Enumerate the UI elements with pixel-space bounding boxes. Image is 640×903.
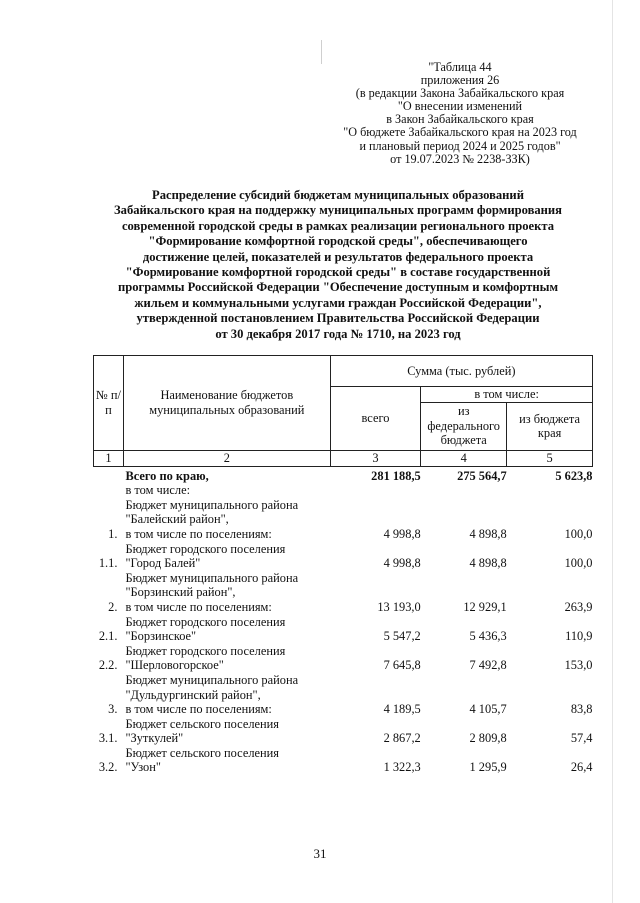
- table-row: [94, 466, 593, 483]
- scan-artifact-edge: [612, 0, 613, 903]
- row-number: 2.2.: [98, 658, 118, 673]
- title-line: утвержденной постановлением Правительства Российской Федерации: [136, 311, 540, 326]
- table-row: [94, 542, 593, 571]
- row-number: 2.1.: [98, 629, 118, 644]
- table-row: [94, 615, 593, 644]
- row-name-line: "Борзинский район",: [125, 585, 236, 600]
- title-line: "Формирование комфортной городской среды" в составе государственной: [125, 265, 551, 280]
- header-name: Наименование бюджетов муниципальных образований: [123, 356, 330, 451]
- row-total: 13 193,0: [377, 599, 421, 614]
- title-line: "Формирование комфортной городской среды", обеспечивающего: [148, 234, 528, 249]
- row-name-line: "Дульдургинский район",: [125, 687, 261, 702]
- row-name-line: "Балейский район",: [125, 512, 229, 527]
- title-line: Забайкальского края на поддержку муниципальных программ формирования: [114, 203, 562, 218]
- document-title: [70, 188, 606, 342]
- appendix-note-line: "Таблица 44: [428, 60, 492, 74]
- row-federal: 4 105,7: [469, 702, 507, 717]
- row-regional: 263,9: [564, 599, 593, 614]
- row-name-line: в том числе по поселениям:: [125, 702, 272, 717]
- row-regional: 153,0: [564, 658, 593, 673]
- row-federal: 1 295,9: [469, 760, 507, 775]
- row-name-line: Бюджет муниципального района: [125, 497, 299, 512]
- row-name-line: в том числе по поселениям:: [125, 526, 272, 541]
- appendix-note-line: приложения 26: [420, 73, 500, 88]
- appendix-note: [320, 61, 600, 166]
- row-budget-name: [123, 483, 330, 498]
- row-total: 5 547,2: [383, 629, 421, 644]
- row-name-line: Всего по краю,: [125, 468, 209, 483]
- row-budget-name: [123, 673, 330, 717]
- row-number: [94, 483, 124, 498]
- row-number: 3.: [108, 702, 118, 717]
- row-budget-name: [123, 498, 330, 542]
- subsidy-table: [93, 355, 593, 775]
- row-federal: 4 898,8: [469, 526, 507, 541]
- row-total: 1 322,3: [383, 760, 421, 775]
- header-regional: из бюджета края: [507, 402, 593, 450]
- row-name-line: Бюджет муниципального района: [125, 570, 299, 585]
- appendix-note-line: (в редакции Закона Забайкальского края: [355, 86, 565, 101]
- table-row: [94, 498, 593, 542]
- row-regional: 26,4: [570, 760, 593, 775]
- header-including: в том числе:: [421, 387, 593, 403]
- row-federal: 12 929,1: [463, 599, 507, 614]
- column-number: 1: [94, 450, 124, 466]
- row-budget-name: [123, 571, 330, 615]
- row-name-line: в том числе по поселениям:: [125, 599, 272, 614]
- row-regional: [507, 483, 593, 498]
- row-budget-name: [123, 746, 330, 775]
- title-line: современной городской среды в рамках реализации регионального проекта: [121, 218, 555, 233]
- table-row: [94, 571, 593, 615]
- row-number: 3.2.: [98, 760, 118, 775]
- row-name-line: Бюджет городского поселения: [125, 643, 286, 658]
- row-name-line: Бюджет муниципального района: [125, 672, 299, 687]
- row-name-line: Бюджет городского поселения: [125, 614, 286, 629]
- row-regional: 110,9: [565, 629, 593, 644]
- table-body: [94, 466, 593, 775]
- row-number: 2.: [108, 599, 118, 614]
- row-budget-name: [123, 615, 330, 644]
- row-regional: 5 623,8: [555, 468, 593, 483]
- header-sum: Сумма (тыс. рублей): [330, 356, 592, 387]
- row-regional: 100,0: [564, 526, 593, 541]
- row-number: 3.1.: [98, 731, 118, 746]
- row-total: 281 188,5: [371, 468, 421, 483]
- row-federal: 2 809,8: [469, 731, 507, 746]
- table-row: [94, 483, 593, 498]
- column-number: 3: [330, 450, 421, 466]
- table-row: [94, 644, 593, 673]
- appendix-note-line: "О бюджете Забайкальского края на 2023 год: [343, 125, 577, 140]
- column-number: 2: [123, 450, 330, 466]
- row-budget-name: [123, 717, 330, 746]
- row-number: [94, 466, 124, 483]
- row-budget-name: [123, 542, 330, 571]
- title-line: программы Российской Федерации "Обеспечение доступным и комфортным: [117, 280, 559, 295]
- column-number: 4: [421, 450, 507, 466]
- title-line: Распределение субсидий бюджетам муниципальных образований: [152, 188, 524, 202]
- appendix-note-line: "О внесении изменений: [397, 99, 523, 114]
- row-federal: 4 898,8: [469, 556, 507, 571]
- row-federal: 275 564,7: [457, 468, 507, 483]
- column-number: 5: [507, 450, 593, 466]
- header-number: № п/п: [94, 356, 124, 451]
- header-federal: из федерального бюджета: [421, 402, 507, 450]
- page-number: 31: [313, 846, 327, 861]
- row-name-line: Бюджет городского поселения: [125, 541, 286, 556]
- title-line: жильем и коммунальными услугами граждан Российской Федерации",: [134, 295, 542, 310]
- header-total: всего: [330, 387, 421, 451]
- row-name-line: "Борзинское": [125, 629, 197, 644]
- row-regional: 100,0: [564, 556, 593, 571]
- row-name-line: "Город Балей": [125, 556, 201, 571]
- table-row: [94, 746, 593, 775]
- row-total: [330, 483, 421, 498]
- row-total: 4 998,8: [383, 556, 421, 571]
- row-name-line: "Шерловогорское": [125, 658, 224, 673]
- row-name-line: Бюджет сельского поселения: [125, 716, 279, 731]
- row-number: 1.1.: [98, 556, 118, 571]
- row-regional: 57,4: [570, 731, 593, 746]
- row-name-line: "Зуткулей": [125, 731, 184, 746]
- row-number: 1.: [108, 526, 118, 541]
- row-total: 4 998,8: [383, 526, 421, 541]
- row-name-line: Бюджет сельского поселения: [125, 745, 279, 760]
- appendix-note-line: в Закон Забайкальского края: [386, 112, 534, 127]
- appendix-note-line: и плановый период 2024 и 2025 годов": [359, 138, 561, 153]
- row-federal: [421, 483, 507, 498]
- row-total: 7 645,8: [383, 658, 421, 673]
- title-line: от 30 декабря 2017 года № 1710, на 2023 год: [215, 326, 461, 341]
- row-federal: 7 492,8: [469, 658, 507, 673]
- table-row: [94, 717, 593, 746]
- row-budget-name: [123, 644, 330, 673]
- row-federal: 5 436,3: [469, 629, 507, 644]
- row-total: 4 189,5: [383, 702, 421, 717]
- row-name-line: "Узон": [125, 760, 161, 775]
- row-total: 2 867,2: [383, 731, 421, 746]
- row-name-line: в том числе:: [125, 483, 191, 498]
- row-regional: 83,8: [570, 702, 593, 717]
- row-budget-name: [123, 466, 330, 483]
- title-line: достижение целей, показателей и результатов федерального проекта: [142, 249, 534, 264]
- appendix-note-line: от 19.07.2023 № 2238-ЗЗК): [390, 151, 530, 166]
- table-row: [94, 673, 593, 717]
